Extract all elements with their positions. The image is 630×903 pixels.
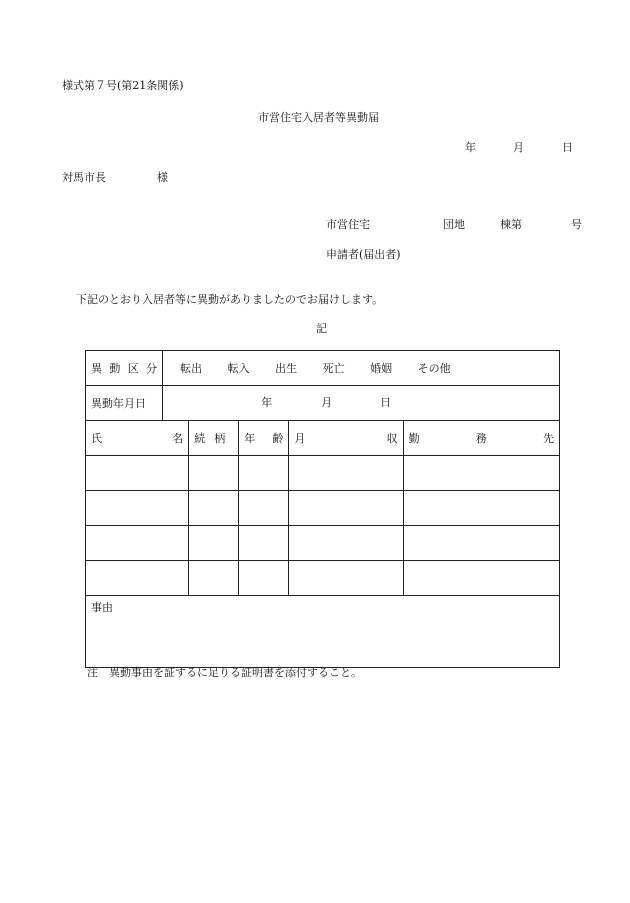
change-date-day: 日 [380,396,392,409]
reason-cell[interactable] [86,596,560,668]
member-workplace-cell[interactable] [403,526,559,561]
change-date-year: 年 [261,396,273,409]
member-age-cell[interactable] [239,491,289,526]
member-age-cell[interactable] [239,526,289,561]
header-income [289,421,403,456]
change-form-table [85,350,560,668]
member-row [86,456,560,491]
housing-gou: 号 [571,218,582,231]
member-row [86,561,560,596]
addressee-mayor: 対馬市長 [62,171,106,184]
member-name-cell[interactable] [86,526,189,561]
member-income-cell[interactable] [289,456,403,491]
member-row [86,526,560,561]
category-option-tenshutsu[interactable]: 転出 [180,361,203,375]
category-option-sonota[interactable]: その他 [417,361,451,375]
header-income-char: 収 [386,431,398,445]
category-label-char: 異 [91,361,102,375]
category-label-cell [86,351,163,386]
addressee-honorific: 様 [157,171,168,184]
header-workplace-char: 務 [475,431,487,445]
header-name [86,421,189,456]
category-label-char: 分 [146,361,158,375]
change-date-label-cell: 異動年月日 [86,386,163,421]
header-relation-char: 続 [194,431,206,445]
form-title: 市営住宅入居者等異動届 [258,111,379,124]
member-row [86,491,560,526]
header-name-char: 名 [172,431,184,445]
applicant-label: 申請者(届出者) [326,248,401,261]
housing-tou: 棟第 [500,218,522,231]
reason-row [86,596,560,668]
member-workplace-cell[interactable] [403,561,559,596]
intro-text: 下記のとおり入居者等に異動がありましたのでお届けします。 [76,293,384,306]
member-name-cell[interactable] [86,491,189,526]
member-name-cell[interactable] [86,456,189,491]
member-relation-cell[interactable] [189,456,239,491]
header-workplace-char: 先 [542,431,554,445]
category-option-shibo[interactable]: 死亡 [322,361,345,375]
header-relation-char: 柄 [214,431,226,445]
member-workplace-cell[interactable] [403,456,559,491]
change-date-row [86,386,560,421]
date-day: 日 [562,141,573,154]
category-label-char: 区 [127,361,139,375]
header-age-char: 齢 [272,431,284,445]
header-relation [189,421,239,456]
member-income-cell[interactable] [289,526,403,561]
category-option-konin[interactable]: 婚姻 [370,361,393,375]
header-workplace [403,421,559,456]
member-income-cell[interactable] [289,561,403,596]
reason-label: 事由 [91,601,113,614]
category-option-tennyu[interactable]: 転入 [227,361,250,375]
change-date-value-cell[interactable] [163,386,560,421]
header-age-char: 年 [244,431,256,445]
header-age [239,421,289,456]
housing-label: 市営住宅 [326,218,370,231]
category-row [86,351,560,386]
member-name-cell[interactable] [86,561,189,596]
housing-danchi: 団地 [443,218,465,231]
category-label-char: 動 [109,361,121,375]
date-month: 月 [513,141,524,154]
member-income-cell[interactable] [289,491,403,526]
header-name-char: 氏 [91,431,102,445]
member-workplace-cell[interactable] [403,491,559,526]
change-date-month: 月 [321,396,333,409]
form-number: 様式第７号(第21条関係) [62,79,184,92]
date-year: 年 [465,141,476,154]
member-header-row [86,421,560,456]
category-options-cell [163,351,560,386]
member-relation-cell[interactable] [189,526,239,561]
member-relation-cell[interactable] [189,561,239,596]
attachment-note: 注 異動事由を証するに足りる証明書を添付すること。 [87,666,362,679]
ki-heading: 記 [316,322,327,335]
header-workplace-char: 勤 [408,431,420,445]
member-relation-cell[interactable] [189,491,239,526]
header-income-char: 月 [294,431,306,445]
category-option-shussei[interactable]: 出生 [275,361,298,375]
member-age-cell[interactable] [239,561,289,596]
member-age-cell[interactable] [239,456,289,491]
